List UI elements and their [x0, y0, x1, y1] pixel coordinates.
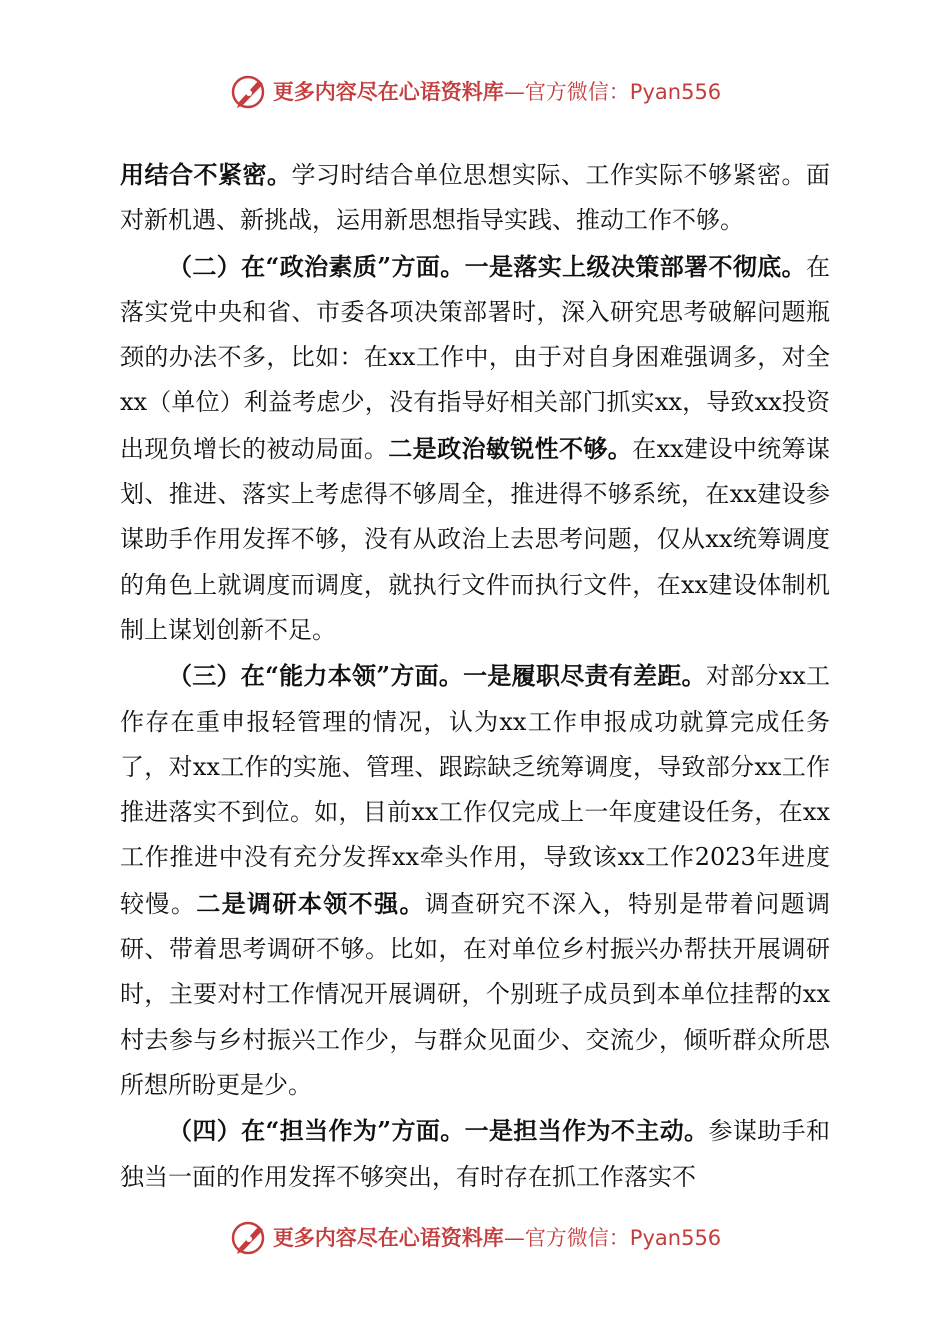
bold-heading-text: （四）在“担当作为”方面。一是担当作为不主动。: [168, 1116, 709, 1146]
header-watermark: [0, 68, 950, 114]
body-text: 学习时结合单位思想实际、工作实际不够紧密。面对新机遇、新挑战，运用新思想指导实践、推动工作不够。: [120, 161, 830, 235]
paragraph: [120, 1108, 830, 1200]
pen-logo-icon: [229, 71, 269, 111]
header-wechat: —官方微信：Pyan556: [503, 80, 722, 104]
document-body: [120, 152, 830, 1200]
body-text: 参谋助手和独当一面的作用发挥不够突出，有时存在抓工作落实不: [120, 1117, 831, 1191]
bold-heading-text: （三）在“能力本领”方面。一是履职尽责有差距。: [168, 661, 706, 691]
header-brand: 更多内容尽在心语资料库: [272, 80, 504, 104]
footer-watermark: [0, 1214, 950, 1260]
bold-heading-text: （二）在“政治素质”方面。一是落实上级决策部署不彻底。: [168, 251, 806, 281]
bold-heading-text: 二是政治敏锐性不够。: [388, 433, 633, 463]
body-text: 在落实党中央和省、市委各项决策部署时，深入研究思考破解问题瓶颈的办法不多，比如：在xx工作中，由于对自身困难强调多，对全xx（单位）利益考虑少，没有指导好相关部门抓实xx，导致xx投资出现负增长的被动局面。: [120, 252, 830, 463]
paragraph: [120, 244, 830, 654]
footer-wechat: —官方微信：Pyan556: [503, 1226, 722, 1250]
body-text: 调查研究不深入，特别是带着问题调研、带着思考调研不够。比如，在对单位乡村振兴办帮扶开展调研时，主要对村工作情况开展调研，个别班子成员到本单位挂帮的xx村去参与乡村振兴工作少，与群众见面少、交流少，倾听群众所思所想所盼更是少。: [120, 889, 831, 1099]
bold-heading-text: 用结合不紧密。: [120, 160, 292, 189]
pen-logo-icon: [229, 1217, 269, 1257]
paragraph: [120, 152, 830, 244]
body-text: 在xx建设中统筹谋划、推进、落实上考虑得不够周全，推进得不够系统，在xx建设参谋助手作用发挥不够，没有从政治上去思考问题，仅从xx统筹调度的角色上就调度而调度，就执行文件而执行文件，在xx建设体制机制上谋划创新不足。: [120, 434, 831, 644]
body-text: 对部分xx工作存在重申报轻管理的情况，认为xx工作申报成功就算完成任务了，对xx工作的实施、管理、跟踪缺乏统筹调度，导致部分xx工作推进落实不到位。如，目前xx工作仅完成上一年度建设任务，在xx工作推进中没有充分发挥xx牵头作用，导致该xx工作2023年进度较慢。: [120, 662, 830, 918]
paragraph: [120, 653, 830, 1108]
footer-brand: 更多内容尽在心语资料库: [272, 1226, 504, 1250]
bold-heading-text: 二是调研本领不强。: [196, 888, 425, 918]
